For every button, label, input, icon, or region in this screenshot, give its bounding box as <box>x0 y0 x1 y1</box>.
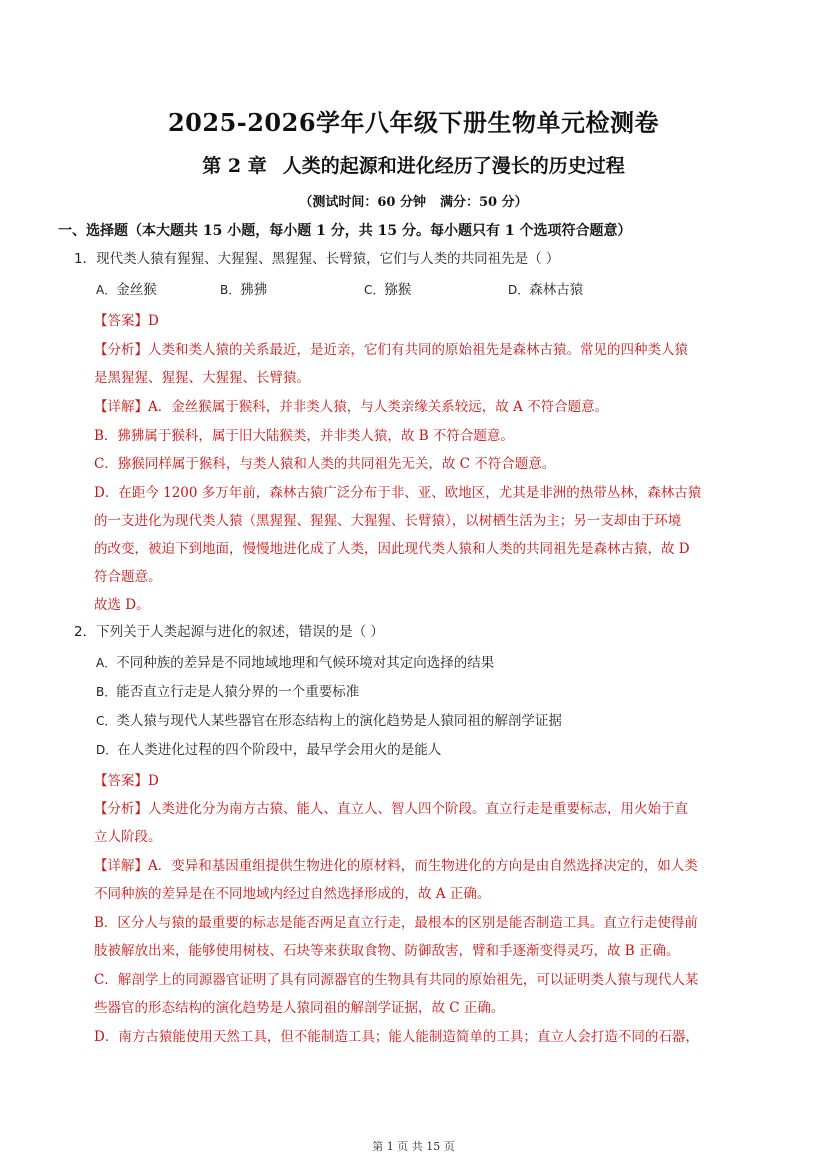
chapter-number: 第 2 章 <box>202 155 267 177</box>
q1-option-a: A．金丝猴 <box>96 282 157 298</box>
q1-detail-a: 【详解】A．金丝猴属于猴科，并非类人猿，与人类亲缘关系较远，故 A 不符合题意。 <box>94 399 609 415</box>
q2-detail-d-line1: D．南方古猿能使用天然工具，但不能制造工具；能人能制造简单的工具；直立人会打造不同的石器， <box>94 1029 699 1045</box>
q2-answer: 【答案】D <box>94 773 159 789</box>
q2-option-c: C．类人猿与现代人某些器官在形态结构上的演化趋势是人猿同祖的解剖学证据 <box>96 713 562 729</box>
test-time: （测试时间：60 分钟 <box>299 195 426 210</box>
full-score: 满分：50 分） <box>440 195 528 210</box>
document-title: 2025-2026学年八年级下册生物单元检测卷 <box>167 108 660 137</box>
test-meta <box>0 191 827 210</box>
q2-detail-a-line1: 【详解】A．变异和基因重组提供生物进化的原材料，而生物进化的方向是由自然选择决定的，如人类 <box>94 858 698 874</box>
q2-detail-b-line1: B．区分人与猿的最重要的标志是能否两足直立行走，最根本的区别是能否制造工具。直立行走使得前 <box>94 915 698 931</box>
q1-detail-c: C．猕猴同样属于猴科，与类人猿和人类的共同祖先无关，故 C 不符合题意。 <box>94 456 556 472</box>
q1-detail-d-line4: 符合题意。 <box>94 569 162 585</box>
question-number: 2． <box>74 624 97 640</box>
section-heading: 一、选择题（本大题共 15 小题，每小题 1 分，共 15 分。每小题只有 1 个选项符合题意） <box>58 223 632 239</box>
q2-detail-a-line2: 不同种族的差异是在不同地域内经过自然选择形成的，故 A 正确。 <box>94 886 491 902</box>
question-2-stem: 2．下列关于人类起源与进化的叙述，错误的是（ ） <box>74 624 384 640</box>
q2-option-b: B．能否直立行走是人猿分界的一个重要标准 <box>96 684 360 700</box>
q1-option-b: B．狒狒 <box>220 282 268 298</box>
q2-analysis-cont: 立人阶段。 <box>94 829 162 845</box>
q1-option-d: D．森林古猿 <box>508 282 584 298</box>
q1-detail-d-line2: 的一支进化为现代类人猿（黑猩猩、猩猩、大猩猩、长臂猿），以树栖生活为主；另一支却由于环境 <box>94 513 682 529</box>
q2-detail-c-line1: C．解剖学上的同源器官证明了具有同源器官的生物具有共同的原始祖先，可以证明类人猿与现代人某 <box>94 972 699 988</box>
q2-detail-c-line2: 些器官的形态结构的演化趋势是人猿同祖的解剖学证据，故 C 正确。 <box>94 1000 505 1016</box>
q1-detail-b: B．狒狒属于猴科，属于旧大陆猴类，并非类人猿，故 B 不符合题意。 <box>94 428 514 444</box>
chapter-heading <box>0 151 827 178</box>
q1-conclusion: 故选 D。 <box>94 597 150 613</box>
q1-detail-d-line3: 的改变，被迫下到地面，慢慢地进化成了人类，因此现代类人猿和人类的共同祖先是森林古猿，故 D <box>94 541 690 557</box>
q1-detail-d-line1: D．在距今 1200 多万年前，森林古猿广泛分布于非、亚、欧地区，尤其是非洲的热带丛林，森林古猿 <box>94 485 702 501</box>
q2-detail-b-line2: 肢被解放出来，能够使用树枝、石块等来获取食物、防御敌害，臂和手逐渐变得灵巧，故 B 正确。 <box>94 943 680 959</box>
q2-option-a: A．不同种族的差异是不同地域地理和气候环境对其定向选择的结果 <box>96 655 495 671</box>
q1-option-c: C．猕猴 <box>364 282 412 298</box>
q2-analysis: 【分析】人类进化分为南方古猿、能人、直立人、智人四个阶段。直立行走是重要标志，用火始于直 <box>94 801 688 817</box>
q1-analysis-cont: 是黑猩猩、猩猩、大猩猩、长臂猿。 <box>94 370 310 386</box>
question-number: 1． <box>74 251 97 267</box>
q1-answer: 【答案】D <box>94 313 159 329</box>
chapter-title: 人类的起源和进化经历了漫长的历史过程 <box>282 155 625 177</box>
page-footer: 第 1 页 共 15 页 <box>372 1140 455 1153</box>
question-1-stem: 1．现代类人猿有猩猩、大猩猩、黑猩猩、长臂猿，它们与人类的共同祖先是（ ） <box>74 251 560 267</box>
q2-option-d: D．在人类进化过程的四个阶段中，最早学会用火的是能人 <box>96 742 442 758</box>
q1-analysis: 【分析】人类和类人猿的关系最近，是近亲，它们有共同的原始祖先是森林古猿。常见的四种类人猿 <box>94 342 688 358</box>
